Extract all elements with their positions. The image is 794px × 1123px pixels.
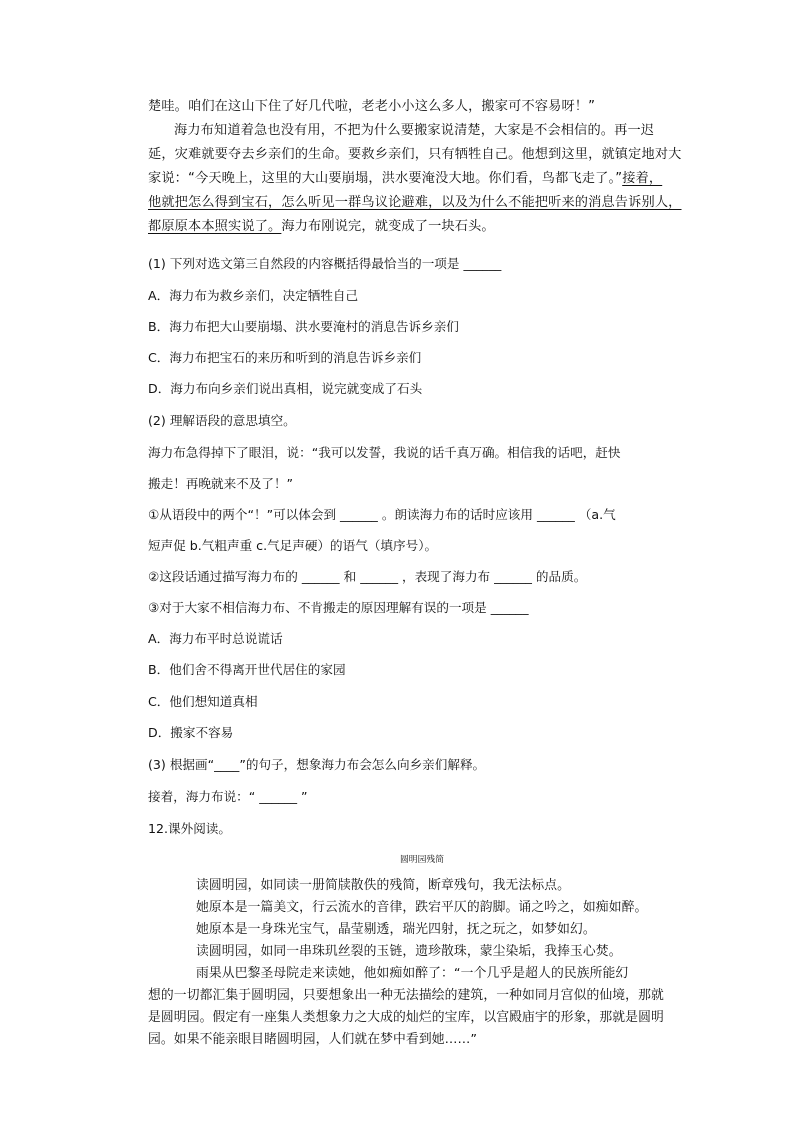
passage-line-4-text: 家说：“今天晚上，这里的大山要崩塌，洪水要淹没大地。你们看，鸟都飞走了。” (148, 171, 623, 186)
question-2-sub-1-line-2: 短声促 b.气粗声重 c.气足声硬）的语气（填序号）。 (148, 538, 438, 553)
passage-line-3: 延，灾难就要夺去乡亲们的生命。要救乡亲们，只有牺牲自己。他想到这里，就镇定地对大 (148, 147, 682, 162)
passage-line-4 (148, 172, 662, 185)
underlined-sentence-line: 他就把怎么得到宝石，怎么听见一群鸟议论避难，以及为什么不能把听来的消息告诉别人， (148, 195, 682, 210)
question-2-stem: (2) 理解语段的意思填空。 (148, 413, 296, 428)
passage-line-1: 楚哇。咱们在这山下住了好几代啦，老老小小这么多人，搬家可不容易呀！” (148, 99, 596, 114)
passage-line-6 (148, 220, 495, 233)
passage-line-6-text: 海力布刚说完，就变成了一块石头。 (281, 219, 495, 234)
reading-number: 12.课外阅读。 (148, 821, 231, 836)
reading-line-7: 是圆明园。假定有一座集人类想象力之大成的灿烂的宝库，以宫殿庙宇的形象，那就是圆明 (148, 1010, 664, 1025)
reading-line-5: 雨果从巴黎圣母院走来读她，他如痴如醉了：“一个几乎是超人的民族所能幻 (196, 966, 629, 981)
question-2-quote-line-2: 搬走！再晚就来不及了！” (148, 476, 294, 491)
passage-line-2: 海力布知道着急也没有用，不把为什么要搬家说清楚，大家是不会相信的。再一迟 (174, 123, 655, 138)
question-1-option-a: A．海力布为救乡亲们，决定牺牲自己 (148, 288, 359, 303)
question-2-option-c: C．他们想知道真相 (148, 694, 258, 709)
question-2-sub-2: ②这段话通过描写海力布的 ______ 和 ______ ，表现了海力布 ______ 的品质。 (148, 569, 587, 584)
reading-line-1: 读圆明园，如同读一册简牍散佚的残简，断章残句，我无法标点。 (196, 878, 571, 893)
reading-line-8: 园。如果不能亲眼目睹圆明园，人们就在梦中看到她……” (148, 1032, 478, 1047)
reading-title: 圆明园残简 (400, 855, 444, 865)
question-1-option-d: D．海力布向乡亲们说出真相，说完就变成了石头 (148, 381, 423, 396)
question-2-sub-3: ③对于大家不相信海力布、不肯搬走的原因理解有误的一项是 ______ (148, 600, 529, 615)
question-3-answer-line: 接着，海力布说：“ ______ ” (148, 789, 308, 804)
question-2-option-a: A．海力布平时总说谎话 (148, 631, 283, 646)
question-2-option-b: B．他们舍不得离开世代居住的家园 (148, 662, 346, 677)
question-1-stem: (1) 下列对选文第三自然段的内容概括得最恰当的一项是 ______ (148, 256, 502, 271)
underlined-sentence-start: 接着， (622, 171, 663, 186)
reading-line-2: 她原本是一篇美文，行云流水的音律，跌宕平仄的韵脚。诵之吟之，如痴如醉。 (196, 900, 648, 915)
reading-line-4: 读圆明园，如同一串珠玑丝裂的玉链，遗珍散珠，蒙尘染垢，我捧玉心焚。 (196, 944, 622, 959)
underlined-sentence-end: 都原原本本照实说了。 (148, 219, 282, 234)
question-2-option-d: D．搬家不容易 (148, 725, 234, 740)
reading-line-3: 她原本是一身珠光宝气，晶莹剔透，瑞光四射，抚之玩之，如梦如幻。 (196, 922, 596, 937)
reading-line-6: 想的一切都汇集于圆明园，只要想象出一种无法描绘的建筑，一种如同月宫似的仙境，那就 (148, 988, 664, 1003)
question-2-sub-1-line-1: ①从语段中的两个“！”可以体会到 ______ 。朗读海力布的话时应该用 ______ （a.气 (148, 507, 616, 522)
question-2-quote-line-1: 海力布急得掉下了眼泪，说：“我可以发誓，我说的话千真万确。相信我的话吧，赶快 (148, 445, 621, 460)
question-1-option-c: C．海力布把宝石的来历和听到的消息告诉乡亲们 (148, 350, 422, 365)
question-1-option-b: B．海力布把大山要崩塌、洪水要淹村的消息告诉乡亲们 (148, 319, 459, 334)
question-3-stem: (3) 根据画“____”的句子，想象海力布会怎么向乡亲们解释。 (148, 757, 486, 772)
